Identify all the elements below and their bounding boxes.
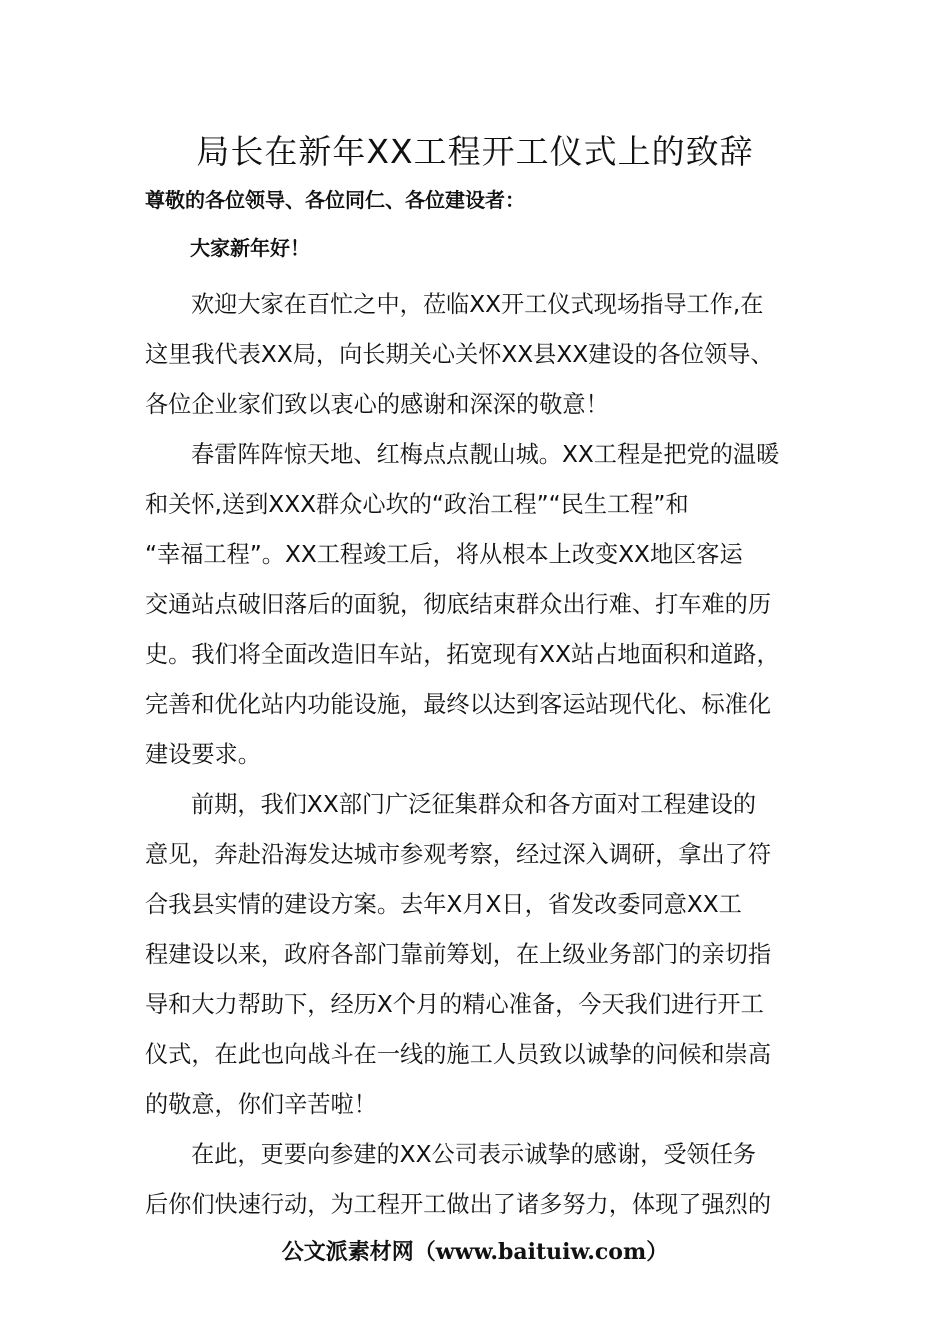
paragraph-4 bbox=[145, 1130, 835, 1230]
text-line: 在此，更要向参建的XX公司表示诚挚的感谢，受领任务 bbox=[191, 1141, 757, 1168]
paragraph-3 bbox=[145, 780, 835, 1130]
text-line: 欢迎大家在百忙之中，莅临XX开工仪式现场指导工作,在 bbox=[191, 291, 764, 318]
document-title: 局长在新年XX工程开工仪式上的致辞 bbox=[196, 132, 754, 171]
text-line: 和关怀,送到XXX群众心坎的“政治工程”“民生工程”和 bbox=[145, 491, 689, 518]
text-line: 完善和优化站内功能设施，最终以达到客运站现代化、标准化 bbox=[145, 691, 772, 718]
text-line: “幸福工程”。XX工程竣工后，将从根本上改变XX地区客运 bbox=[145, 541, 743, 568]
text-line: 建设要求。 bbox=[145, 741, 261, 768]
text-line: 前期，我们XX部门广泛征集群众和各方面对工程建设的 bbox=[191, 791, 757, 818]
text-line: 仪式，在此也向战斗在一线的施工人员致以诚挚的问候和崇高 bbox=[145, 1041, 772, 1068]
paragraph-1 bbox=[145, 280, 835, 430]
text-line: 交通站点破旧落后的面貌，彻底结束群众出行难、打车难的历 bbox=[145, 591, 772, 618]
body-text bbox=[145, 280, 835, 1230]
text-line: 史。我们将全面改造旧车站，拓宽现有XX站占地面积和道路， bbox=[145, 641, 780, 668]
salutation: 尊敬的各位领导、各位同仁、各位建设者： bbox=[145, 188, 525, 212]
greeting: 大家新年好！ bbox=[190, 236, 310, 260]
footer-source: 公文派素材网（www.baituiw.com） bbox=[281, 1239, 669, 1265]
text-line: 程建设以来，政府各部门靠前筹划，在上级业务部门的亲切指 bbox=[145, 941, 772, 968]
text-line: 的敬意，你们辛苦啦！ bbox=[145, 1091, 377, 1118]
text-line: 这里我代表XX局，向长期关心关怀XX县XX建设的各位领导、 bbox=[145, 341, 774, 368]
paragraph-2 bbox=[145, 430, 835, 780]
text-line: 合我县实情的建设方案。去年X月X日，省发改委同意XX工 bbox=[145, 891, 742, 918]
text-line: 春雷阵阵惊天地、红梅点点靓山城。XX工程是把党的温暖 bbox=[191, 441, 780, 468]
text-line: 导和大力帮助下，经历X个月的精心准备，今天我们进行开工 bbox=[145, 991, 764, 1018]
text-line: 各位企业家们致以衷心的感谢和深深的敬意！ bbox=[145, 391, 609, 418]
text-line: 意见，奔赴沿海发达城市参观考察，经过深入调研，拿出了符 bbox=[145, 841, 772, 868]
text-line: 后你们快速行动，为工程开工做出了诸多努力，体现了强烈的 bbox=[145, 1191, 772, 1218]
